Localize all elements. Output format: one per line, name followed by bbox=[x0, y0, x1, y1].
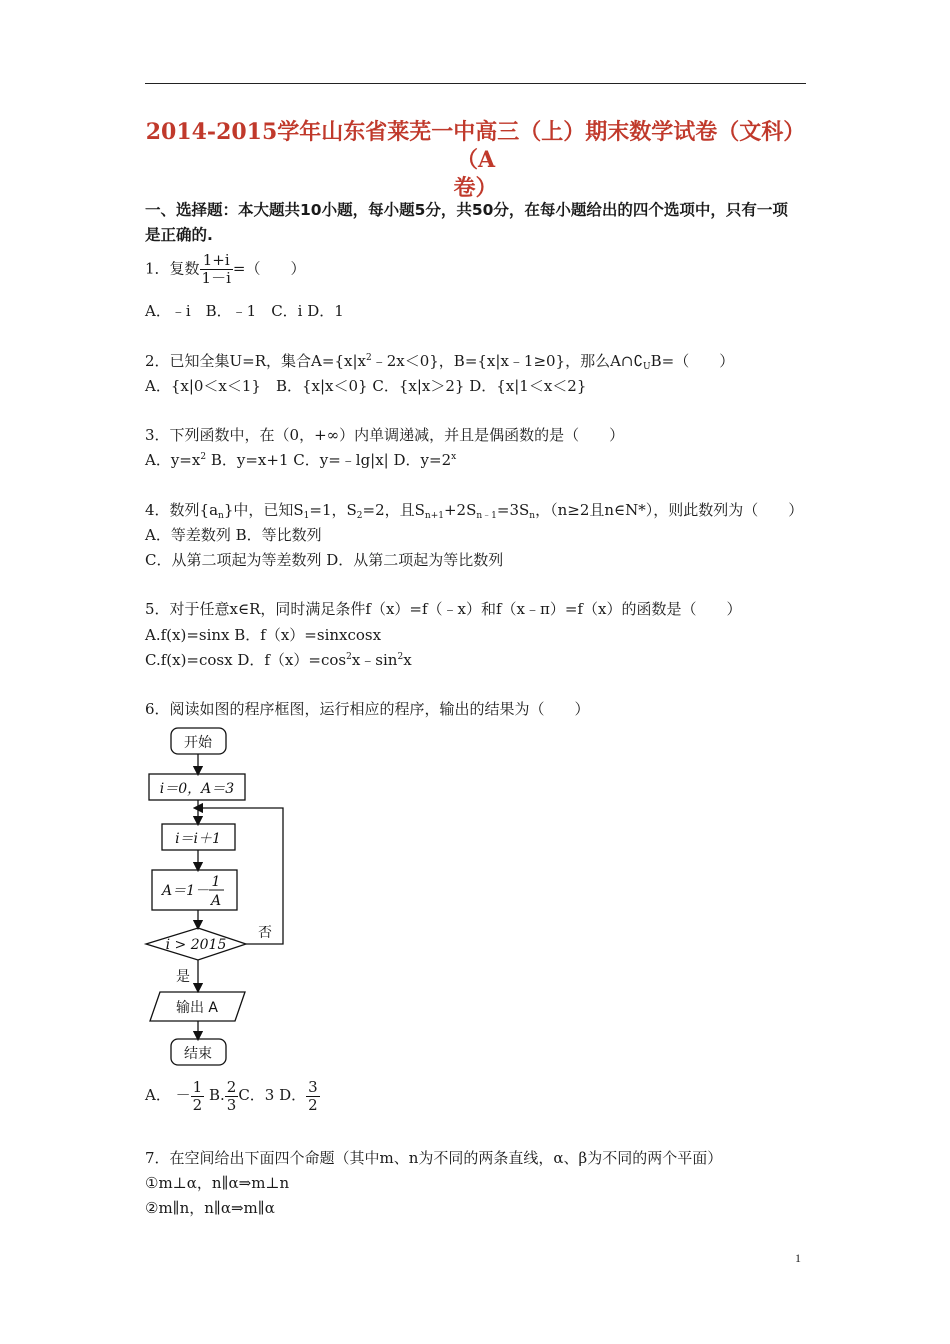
flow-assign-numerator: 1 bbox=[211, 874, 221, 890]
flow-init-label: i＝0，A＝3 bbox=[159, 781, 235, 797]
question-3-options: A．$y=x^2$ B．y=x+1 C．y=﹣lg|x| D．$y=2^x$ bbox=[145, 451, 457, 469]
question-6-options: A． － $\frac{1}{2}$ B. $\frac{2}{3}$ C．3 D． $\frac{3}{2}$ bbox=[145, 1077, 318, 1114]
fraction: $\frac{1+i}{1-i}$ bbox=[201, 251, 231, 287]
title-line-2: 卷） bbox=[453, 175, 498, 201]
question-1-options: A．﹣i B．﹣1 C．i D．1 bbox=[145, 302, 344, 320]
flow-yes-label: 是 bbox=[176, 969, 190, 985]
flow-assign-denominator: A bbox=[210, 893, 222, 909]
flow-condition-label: i > 2015 bbox=[165, 937, 227, 953]
header-rule bbox=[145, 83, 806, 84]
question-5-stem: 5．对于任意x∈R，同时满足条件f（x）=f（﹣x）和f（x﹣π）=f（x）的函数是（ ） bbox=[145, 600, 742, 618]
question-4-options-1: A．等差数列 B．等比数列 bbox=[145, 526, 322, 544]
page-number: 1 bbox=[795, 1251, 801, 1265]
question-7-stem: 7．在空间给出下面四个命题（其中m、n为不同的两条直线，α、β为不同的两个平面） bbox=[145, 1149, 723, 1167]
question-6-stem: 6．阅读如图的程序框图，运行相应的程序，输出的结果为（ ） bbox=[145, 700, 590, 718]
question-4-options-2: C．从第二项起为等差数列 D．从第二项起为等比数列 bbox=[145, 551, 504, 569]
section-heading: 一、选择题：本大题共10小题，每小题5分，共50分，在每小题给出的四个选项中，只有一项 是正确的. bbox=[145, 201, 788, 244]
program-flowchart bbox=[140, 722, 300, 1072]
title-line-1: 2014-2015学年山东省莱芜一中高三（上）期末数学试卷（文科）（A bbox=[145, 119, 806, 173]
flow-output-label: 输出 A bbox=[175, 1000, 219, 1016]
question-5-options-1: A.f(x)=sinx B．f（x）=sinxcosx bbox=[145, 626, 382, 644]
question-7-proposition-1: ①m⊥α，n∥α⇒m⊥n bbox=[145, 1174, 290, 1192]
question-1-stem: 1．复数 $\frac{1+i}{1-i}$ =（ ） bbox=[145, 251, 306, 287]
flow-start-label: 开始 bbox=[184, 735, 212, 751]
page-title bbox=[145, 118, 806, 202]
flow-increment-label: i＝i＋1 bbox=[175, 831, 221, 847]
question-4-stem: 4．数列$\{a_n\}$中，已知$S_1=1$，$S_2=2$，且$S_{n+1}+2S_{n﹣1}=3S_n$，（n≥2且n∈N*），则此数列为（ ） bbox=[145, 501, 804, 521]
question-2-stem: 2．已知全集U=R，集合$A=\{x|x^2﹣2x<0\}$，B={x|x﹣1≥0}，那么$A\cap∁_UB=$（ ） bbox=[145, 352, 735, 372]
flow-end-label: 结束 bbox=[184, 1046, 212, 1062]
flow-assign-label: A＝1－ bbox=[162, 883, 210, 899]
flow-no-label: 否 bbox=[258, 925, 272, 941]
question-3-stem: 3．下列函数中，在（0，+∞）内单调递减，并且是偶函数的是（ ） bbox=[145, 426, 625, 444]
question-5-options-2: C.f(x)=cosx D．$f(x)=\cos^2x﹣\sin^2x$ bbox=[145, 651, 412, 669]
question-2-options: A．{x|0＜x＜1} B．{x|x＜0} C．{x|x＞2} D．{x|1＜x＜2} bbox=[145, 377, 587, 395]
question-7-proposition-2: ②m∥n，n∥α⇒m∥α bbox=[145, 1199, 275, 1217]
